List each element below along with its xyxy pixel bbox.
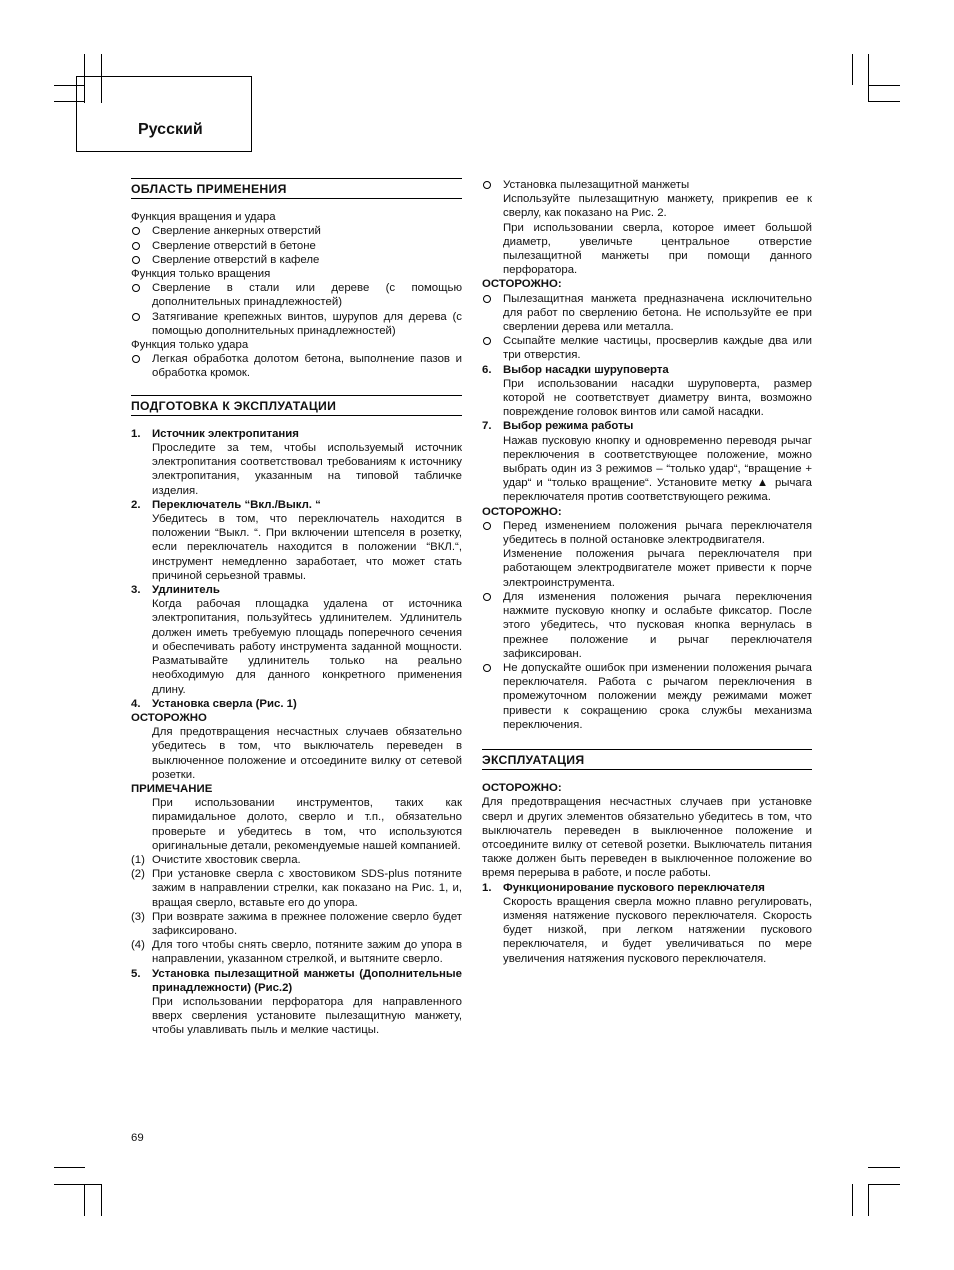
paragraph: Убедитесь в том, что переключатель находится в положении “Выкл. “. При включении штепселя в розетку, если переключатель находится в положении “ВКЛ.“, инструмент немедленно заработает, что может стать причиной серьезной травмы. [152,513,462,582]
item-title: Функционирование пускового переключателя [503,881,765,894]
item-title: Установка сверла (Рис. 1) [152,697,297,710]
note-label: ПРИМЕЧАНИЕ [131,782,213,795]
right-column [482,178,812,966]
numbered-heading [131,427,462,441]
paragraph: При использовании перфоратора для направленного вверх сверления установите пылезащитную манжету, чтобы улавливать пыль и мелкие частицы. [152,995,462,1037]
step-text: При установке сверла с хвостовиком SDS-plus потяните зажим в направлении стрелки, как показано на Рис. 1, и, вращая сверло, вставьте его до упора. [152,868,462,909]
subheading: Функция только удара [131,339,249,352]
section-title-scope: ОБЛАСТЬ ПРИМЕНЕНИЯ [131,178,462,199]
step-item [131,867,462,910]
language-box [76,76,252,152]
section-title-preparation: ПОДГОТОВКА К ЭКСПЛУАТАЦИИ [131,395,462,416]
list-item: Легкая обработка долотом бетона, выполнение пазов и обработка кромок. [131,352,462,380]
numbered-heading [482,419,812,433]
item-number: 4. [131,697,141,710]
item-number: 5. [131,967,141,980]
item-title: Удлинитель [152,584,220,597]
paragraph: Изменение положения рычага переключателя при работающем электродвигателе может привести к порче электроинструмента. [503,548,812,589]
step-number: (1) [131,853,145,866]
language-label: Русский [138,121,203,138]
numbered-heading [131,967,462,995]
paragraph: Когда рабочая площадка удалена от источника электропитания, пользуйтесь удлинителем. Удлинитель должен иметь требуемую площадь поперечного сечения и обеспечивать работу инструмента заданной мощности. Разматывайте удлинитель только на реально необходимую для данного конкретного применения длину. [152,598,462,696]
paragraph: Для предотвращения несчастных случаев обязательно убедитесь в том, что выключатель переведен в выключенное положение и отсоедините вилку от сетевой розетки. [152,726,462,781]
paragraph: Для предотвращения несчастных случаев при установке сверл и других элементов обязательно убедитесь в том, что выключатель переведен в выключенное положение и отсоедините вилку от сетевой розетки. Выключатель питания также должен быть переведен в выключенное положение во время перерыва в работе, и после работы. [482,796,812,880]
paragraph: При использовании инструментов, таких как пирамидальное долото, сверло и т.п., обязательно проверьте и убедитесь в том, что используются оригинальные детали, рекомендуемые нашей компанией. [152,797,462,852]
list-item: Сверление отверстий в кафеле [131,253,462,267]
numbered-heading [131,697,462,711]
caution-label: ОСТОРОЖНО: [482,278,562,291]
list-item: Для изменения положения рычага переключения нажмите пусковую кнопку и ослабьте фиксатор. После этого убедитесь, что пусковая кнопка вернулась в прежнее положение и рычаг переключателя зафиксирован. [482,590,812,661]
step-number: (3) [131,910,145,923]
caution-label: ОСТОРОЖНО: [482,782,562,795]
list-item: Перед изменением положения рычага переключателя убедитесь в полной остановке электродвигателя. [482,519,812,547]
item-number: 7. [482,420,492,433]
caution-label: ОСТОРОЖНО [131,711,207,724]
item-number: 1. [131,427,141,440]
item-title: Источник электропитания [152,427,299,440]
list-item: Сверление анкерных отверстий [131,224,462,238]
caution-label: ОСТОРОЖНО: [482,505,562,518]
list-item: Пылезащитная манжета предназначена исключительно для работ по сверлению бетона. Не используйте ее при сверлении дерева или металла. [482,292,812,335]
list-item: Сверление в стали или дереве (с помощью дополнительных принадлежностей) [131,281,462,309]
list-item: Не допускайте ошибок при изменении положения рычага переключателя. Работа с рычагом переключения в промежуточном положении между режимами может привести к сокращению срока службы механизма переключения. [482,661,812,732]
paragraph: Проследите за тем, чтобы используемый источник электропитания соответствовал требованиям к источнику электропитания, указанным на типовой табличке изделия. [152,442,462,497]
paragraph: Скорость вращения сверла можно плавно регулировать, изменяя натяжение пускового переключателя. Скорость будет низкой, при легком натяжении пускового переключателя, и будет увеличиваться по мере увеличения натяжения пускового переключателя. [503,895,812,965]
numbered-heading [131,583,462,597]
section-title-operation: ЭКСПЛУАТАЦИЯ [482,749,812,770]
item-number: 1. [482,881,492,894]
step-text: При возврате зажима в прежнее положение сверло будет зафиксировано. [152,910,462,937]
numbered-heading [482,881,812,895]
list-item: Сверление отверстий в бетоне [131,239,462,253]
numbered-heading [131,498,462,512]
page-number: 69 [131,1132,144,1144]
step-item [131,910,462,938]
item-title: Установка пылезащитной манжеты (Дополнительные принадлежности) (Рис.2) [152,967,462,994]
paragraph: При использовании сверла, которое имеет большой диаметр, увеличьте центральное отверстие пылезащитной манжеты при помощи данного перфоратора. [503,221,812,277]
item-title: Выбор режима работы [503,420,634,433]
paragraph: Используйте пылезащитную манжету, прикрепив ее к сверлу, как показано на Рис. 2. [503,193,812,220]
step-number: (4) [131,939,145,952]
list-item: Установка пылезащитной манжеты [482,178,812,192]
step-text: Для того чтобы снять сверло, потяните зажим до упора в направлении, указанном стрелкой, и вытяните сверло. [152,939,462,966]
step-number: (2) [131,868,145,881]
item-number: 3. [131,584,141,597]
step-item [131,938,462,966]
list-item: Затягивание крепежных винтов, шурупов для дерева (с помощью дополнительных принадлежностей) [131,310,462,338]
left-column [131,178,462,1038]
step-item [131,853,462,867]
paragraph: При использовании насадки шуруповерта, размер которой не соответствует диаметру винта, возможно повреждение головок винтов или самой насадки. [503,377,812,419]
item-number: 2. [131,498,141,511]
numbered-heading [482,363,812,377]
list-item: Ссыпайте мелкие частицы, просверлив каждые два или три отверстия. [482,334,812,362]
step-text: Очистите хвостовик сверла. [152,853,301,866]
subheading: Функция вращения и удара [131,211,276,224]
item-number: 6. [482,363,492,376]
paragraph: Нажав пусковую кнопку и одновременно переводя рычаг переключения в соответствующее положение, можно выбрать один из 3 режимов – “только удар“, “вращение + удар“ и “только вращение“. Установите метку ▲ рычага переключателя против соответствующего режима. [503,434,812,504]
item-title: Переключатель “Вкл./Выкл. “ [152,498,321,511]
item-title: Выбор насадки шуруповерта [503,363,669,376]
subheading: Функция только вращения [131,268,271,281]
